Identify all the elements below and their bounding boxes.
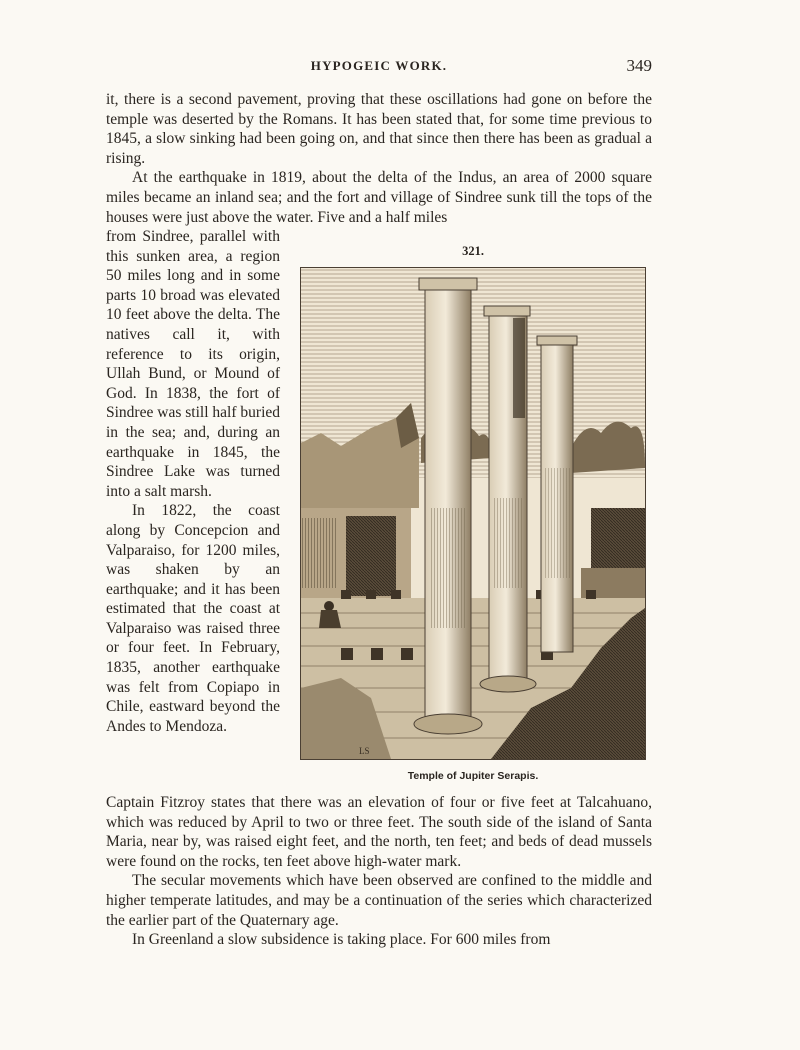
paragraph: The secular movements which have been observed are confined to the middle and higher temperate latitudes, and may be a continuation of the series which characterized the earlier part of the Quaternary age. (106, 872, 652, 929)
bottom-text-block (106, 793, 652, 950)
top-text-block (106, 90, 652, 227)
running-head: HYPOGEIC WORK. (310, 58, 448, 73)
paragraph: In 1822, the coast along by Concepcion and Valparaiso, for 1200 miles, was shaken by an earthquake; and it has been estimated that the coast at Valparaiso was raised three or four feet. In February, 1835, another earthquake was felt from Copiapo in Chile, eastward beyond the Andes to Mendoza. (106, 502, 280, 735)
paragraph: At the earthquake in 1819, about the delta of the Indus, an area of 2000 square miles became an inland sea; and the fort and village of Sindree sunk till the tops of the houses were just above the water. Five and a half miles (106, 169, 652, 226)
column-right (537, 336, 577, 652)
paragraph: Captain Fitzroy states that there was an elevation of four or five feet at Talcahuano, which was reduced by April to two or three feet. The south side of the island of Santa Maria, near by, was raised eight feet, and the north, ten feet; and beds of dead mussels were found on the rocks, ten feet above high-water mark. (106, 794, 652, 870)
paragraph: In Greenland a slow subsidence is taking place. For 600 miles from (132, 931, 551, 949)
paragraph: from Sindree, parallel with this sunken area, a region 50 miles long and in some parts 10 broad was elevated 10 feet above the delta. The natives call it, with reference to its origin, Ullah Bund, or Mound of God. In 1838, the fort of Sindree was still half buried in the sea; and, during an earthquake in 1845, the Sindree Lake was turned into a salt marsh. (106, 228, 280, 500)
temple-columns-illustration (301, 268, 645, 759)
engraver-signature: LS (359, 746, 370, 756)
figure-caption: Temple of Jupiter Serapis. (407, 770, 539, 782)
page-number: 349 (626, 56, 652, 75)
side-text-column (106, 227, 280, 736)
page-header (106, 56, 652, 78)
paragraph: it, there is a second pavement, proving that these oscillations had gone on before the temple was deserted by the Romans. It has been stated that, for some time previous to 1845, a slow sinking had been going on, and that since then there has been as gradual a rising. (106, 91, 652, 167)
figure-number: 321. (462, 244, 484, 258)
figure-engraving (300, 267, 646, 760)
